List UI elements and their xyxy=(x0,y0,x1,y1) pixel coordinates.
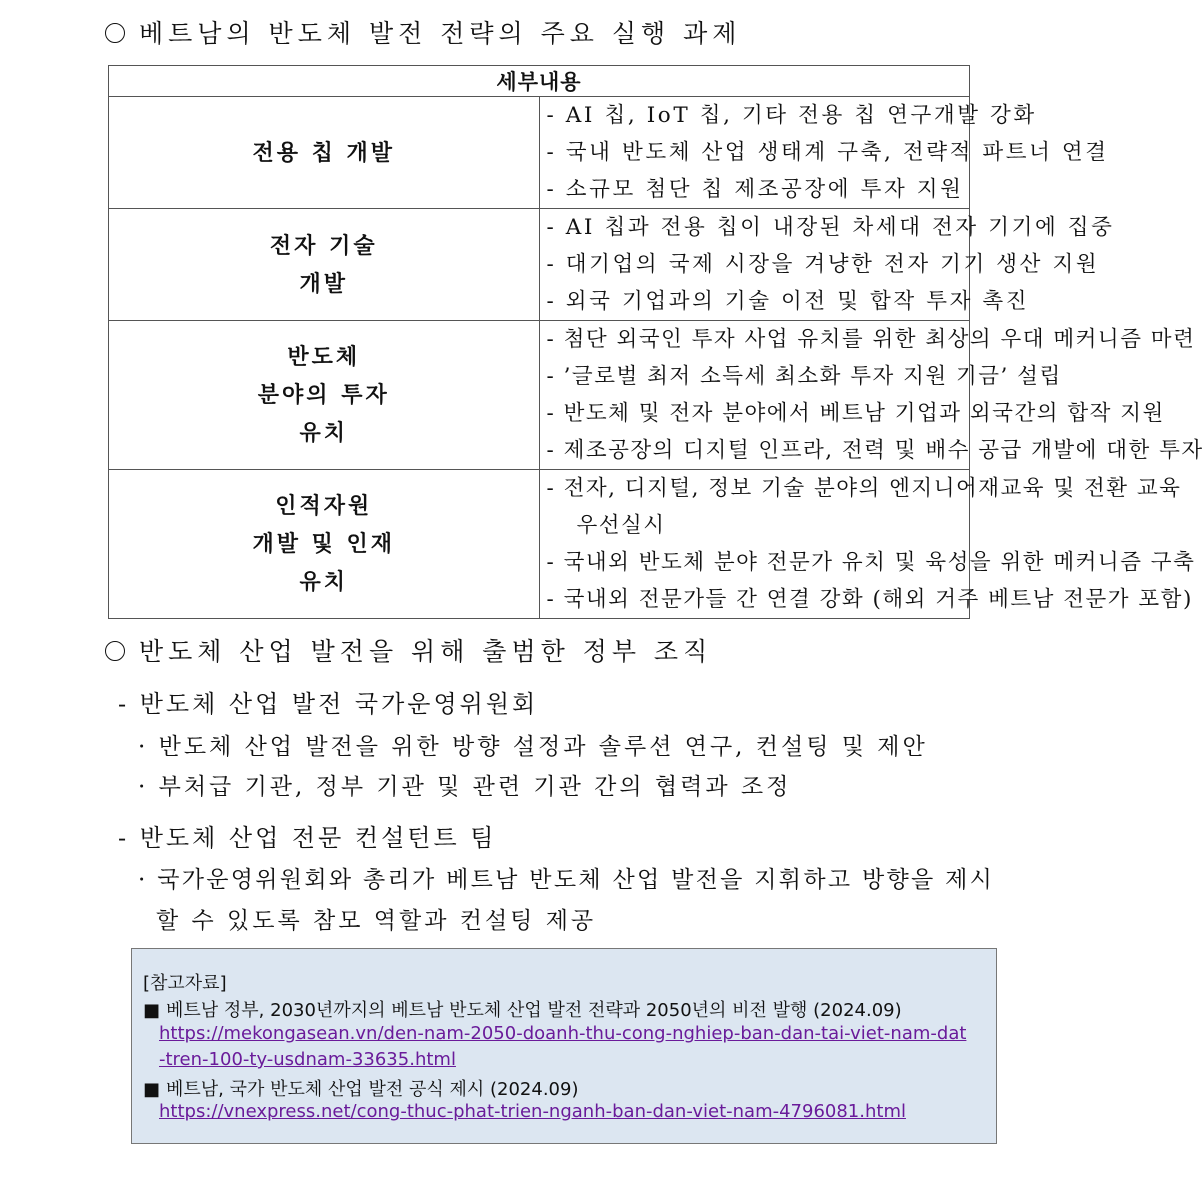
detail-line: - 첨단 외국인 투자 사업 유치를 위한 최상의 우대 메커니즘 마련 xyxy=(546,327,1196,352)
reference-label: [참고자료] xyxy=(143,973,227,994)
circle-bullet-icon xyxy=(105,641,125,661)
table-row xyxy=(109,97,970,209)
reference-link[interactable]: https://vnexpress.net/cong-thuc-phat-trien-nganh-ban-dan-viet-nam-4796081.html xyxy=(159,1101,906,1122)
org2-title: - 반도체 산업 전문 컨설턴트 팀 xyxy=(118,824,497,852)
org1-title: - 반도체 산업 발전 국가운영위원회 xyxy=(118,690,539,718)
detail-line: - 전자, 디지털, 정보 기술 분야의 엔지니어재교육 및 전환 교육 xyxy=(546,476,1182,501)
detail-line: - 반도체 및 전자 분야에서 베트남 기업과 외국간의 합작 지원 xyxy=(546,401,1165,426)
detail-line: - AI 칩, IoT 칩, 기타 전용 칩 연구개발 강화 xyxy=(546,103,1037,128)
section1-title-text: 베트남의 반도체 발전 전략의 주요 실행 과제 xyxy=(139,19,742,48)
reference-text: 베트남 정부, 2030년까지의 베트남 반도체 산업 발전 전략과 2050년의 비전 발행 (2024.09) xyxy=(166,1000,902,1021)
detail-line: - 제조공장의 디지털 인프라, 전력 및 배수 공급 개발에 대한 투자 xyxy=(546,438,1204,463)
row-details xyxy=(539,321,1204,470)
section2-title-text: 반도체 산업 발전을 위해 출범한 정부 조직 xyxy=(139,637,713,666)
row-details xyxy=(539,470,1196,619)
org1-bullet: · 반도체 산업 발전을 위한 방향 설정과 솔루션 연구, 컨설팅 및 제안 xyxy=(138,734,928,760)
row-category: 인적자원 개발 및 인재 유치 xyxy=(109,470,540,619)
table-header: 세부내용 xyxy=(109,66,970,97)
row-details xyxy=(539,209,1115,321)
detail-line: - 소규모 첨단 칩 제조공장에 투자 지원 xyxy=(546,177,964,202)
table-row xyxy=(109,209,970,321)
reference-item xyxy=(143,1075,578,1101)
detail-line: - 국내 반도체 산업 생태계 구축, 전략적 파트너 연결 xyxy=(546,140,1109,165)
reference-box xyxy=(131,948,997,1144)
table-row xyxy=(109,470,970,619)
square-bullet-icon: ■ xyxy=(143,1000,161,1021)
detail-line: - 국내외 전문가들 간 연결 강화 (해외 거주 베트남 전문가 포함) xyxy=(546,587,1193,612)
reference-link[interactable]: https://mekongasean.vn/den-nam-2050-doanh-thu-cong-nghiep-ban-dan-tai-viet-nam-dat xyxy=(159,1023,967,1044)
table-row xyxy=(109,321,970,470)
row-category: 전용 칩 개발 xyxy=(109,97,540,209)
org2-bullet: · 국가운영위원회와 총리가 베트남 반도체 산업 발전을 지휘하고 방향을 제시 xyxy=(138,867,995,893)
section2-title xyxy=(105,632,712,668)
reference-text: 베트남, 국가 반도체 산업 발전 공식 제시 (2024.09) xyxy=(166,1079,579,1100)
circle-bullet-icon xyxy=(105,23,125,43)
strategy-table xyxy=(108,65,1204,619)
reference-item xyxy=(143,996,902,1022)
detail-line: - ’글로벌 최저 소득세 최소화 투자 지원 기금’ 설립 xyxy=(546,364,1062,389)
row-details xyxy=(539,97,1109,209)
detail-line: - 국내외 반도체 분야 전문가 유치 및 육성을 위한 메커니즘 구축 xyxy=(546,550,1196,575)
detail-line: - AI 칩과 전용 칩이 내장된 차세대 전자 기기에 집중 xyxy=(546,215,1115,240)
org1-bullet: · 부처급 기관, 정부 기관 및 관련 기관 간의 협력과 조정 xyxy=(138,774,792,800)
detail-line: - 외국 기업과의 기술 이전 및 합작 투자 촉진 xyxy=(546,289,1030,314)
row-category: 반도체 분야의 투자 유치 xyxy=(109,321,540,470)
row-category: 전자 기술 개발 xyxy=(109,209,540,321)
section1-title xyxy=(105,14,741,50)
detail-line: - 대기업의 국제 시장을 겨냥한 전자 기기 생산 지원 xyxy=(546,252,1100,277)
reference-link[interactable]: -tren-100-ty-usdnam-33635.html xyxy=(159,1049,456,1070)
org2-bullet-continued: 할 수 있도록 참모 역할과 컨설팅 제공 xyxy=(156,908,597,934)
detail-line-continued: 우선실시 xyxy=(576,513,666,538)
square-bullet-icon: ■ xyxy=(143,1079,161,1100)
